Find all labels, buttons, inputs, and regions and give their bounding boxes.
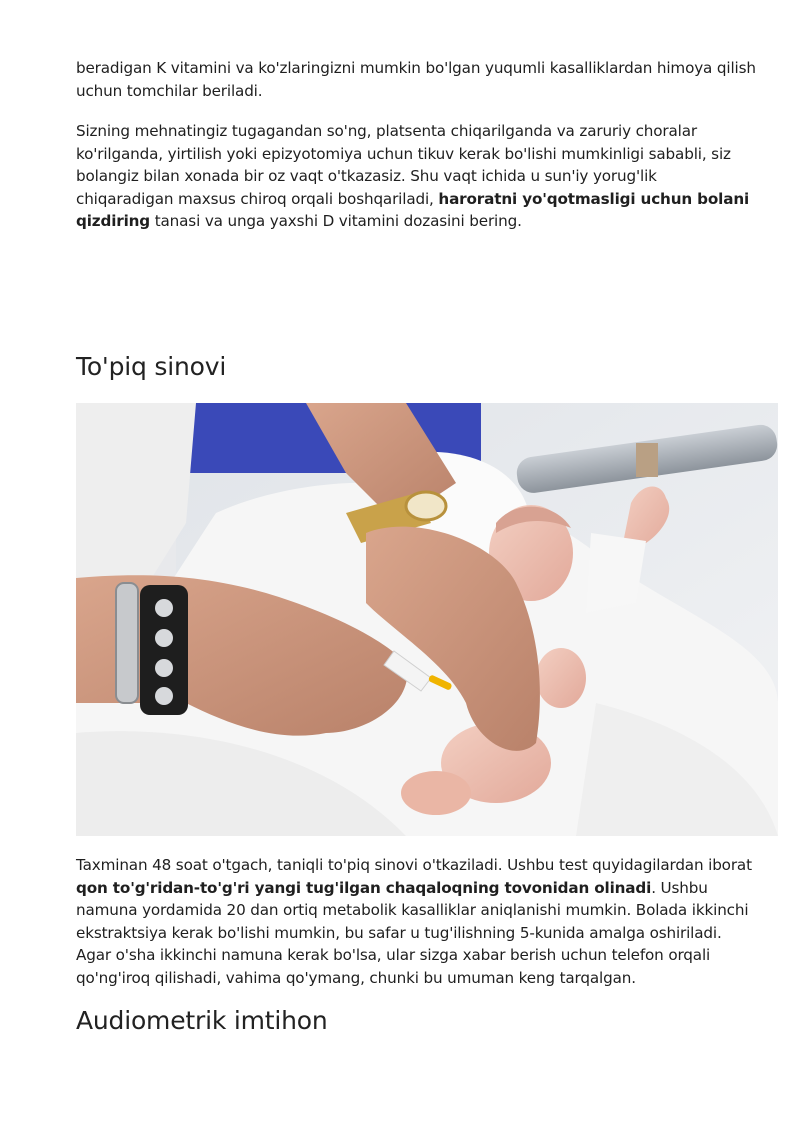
heading-heel-test: To'piq sinovi: [76, 352, 227, 381]
paragraph-heel-test: [76, 854, 760, 989]
paragraph-heel-test-tail: . Ushbu namuna yordamida 20 dan ortiq metabolik kasalliklar aniqlanishi mumkin. Bolada ikkinchi ekstraktsiya kerak bo'lishi mumkin, bu safar u tug'ilishning 5-kunida amalga oshiriladi. Agar o'sha ikkinchi namuna kerak bo'lsa, ular sizga xabar berish uchun telefon orqali qo'ng'iroq qilishadi, vahima qo'ymang, chunki bu umuman keng tarqalgan.: [76, 878, 749, 987]
heel-prick-test-photo: [76, 403, 778, 836]
paragraph-after-labor-bold: haroratni yo'qotmasligi uchun bolani qizdiring: [76, 189, 750, 230]
paragraph-after-labor: [76, 120, 758, 233]
paragraph-vitamin-k: [76, 57, 756, 102]
heading-audiometric-exam: Audiometrik imtihon: [76, 1006, 328, 1035]
paragraph-after-labor-tail: tanasi va unga yaxshi D vitamini dozasini bering.: [150, 212, 522, 230]
paragraph-after-labor-text: Sizning mehnatingiz tugagandan so'ng, platsenta chiqarilganda va zaruriy choralar ko'rilganda, yirtilish yoki epizyotomiya uchun tikuv kerak bo'lishi mumkinligi sababli, siz bolangiz bilan xonada bir oz vaqt o'tkazasiz. Shu vaqt ichida u sun'iy yorug'lik chiqaradigan maxsus chiroq orqali boshqariladi,: [76, 122, 731, 208]
paragraph-vitamin-k-text: beradigan K vitamini va ko'zlaringizni mumkin bo'lgan yuqumli kasalliklardan himoya qilish uchun tomchilar beriladi.: [76, 59, 756, 100]
paragraph-heel-test-bold: qon to'g'ridan-to'g'ri yangi tug'ilgan chaqaloqning tovonidan olinadi: [76, 878, 652, 897]
paragraph-heel-test-text: Taxminan 48 soat o'tgach, taniqli to'piq sinovi o'tkaziladi. Ushbu test quyidagilardan iborat: [76, 856, 752, 874]
